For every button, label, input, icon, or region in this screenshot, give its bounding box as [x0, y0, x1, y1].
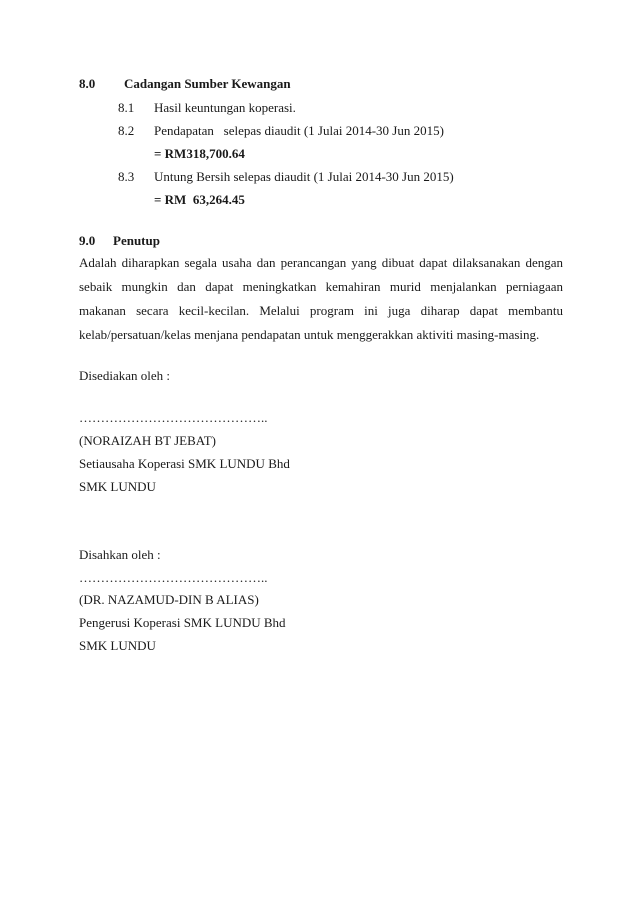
- approved-by-label: Disahkan oleh :: [79, 547, 161, 562]
- prepared-by-school: SMK LUNDU: [79, 479, 156, 494]
- closing-paragraph: Adalah diharapkan segala usaha dan perancangan yang dibuat dapat dilaksanakan dengan sebaik mungkin dan dapat meningkatkan kemahiran murid menjalankan perniagaan makanan secara kecil-kecilan. Melalui program ini juga diharap dapat membantu kelab/persatuan/kelas menjana pendapatan untuk menggerakkan aktiviti masing-masing.: [79, 255, 563, 342]
- approved-by-name: (DR. NAZAMUD-DIN B ALIAS): [79, 592, 259, 607]
- item-8-2-number: 8.2: [118, 123, 135, 138]
- approved-signature-line: ……………………………………..: [79, 570, 268, 585]
- item-8-2-text: Pendapatan selepas diaudit (1 Julai 2014-30 Jun 2015): [154, 123, 444, 138]
- prepared-by-label: Disediakan oleh :: [79, 368, 170, 383]
- prepared-by-position: Setiausaha Koperasi SMK LUNDU Bhd: [79, 456, 290, 471]
- prepared-by-name: (NORAIZAH BT JEBAT): [79, 433, 216, 448]
- item-8-1-number: 8.1: [118, 100, 135, 115]
- section-9-title: Penutup: [113, 233, 160, 248]
- item-8-3-amount: = RM 63,264.45: [154, 192, 245, 207]
- section-8-title: Cadangan Sumber Kewangan: [124, 76, 291, 91]
- item-8-3-text: Untung Bersih selepas diaudit (1 Julai 2014-30 Jun 2015): [154, 169, 454, 184]
- approved-by-school: SMK LUNDU: [79, 638, 156, 653]
- prepared-signature-line: ……………………………………..: [79, 410, 268, 425]
- item-8-2-amount: = RM318,700.64: [154, 146, 245, 161]
- item-8-3-number: 8.3: [118, 169, 135, 184]
- item-8-1-text: Hasil keuntungan koperasi.: [154, 100, 296, 115]
- approved-by-position: Pengerusi Koperasi SMK LUNDU Bhd: [79, 615, 286, 630]
- section-8-number: 8.0: [79, 76, 96, 91]
- section-9-number: 9.0: [79, 233, 96, 248]
